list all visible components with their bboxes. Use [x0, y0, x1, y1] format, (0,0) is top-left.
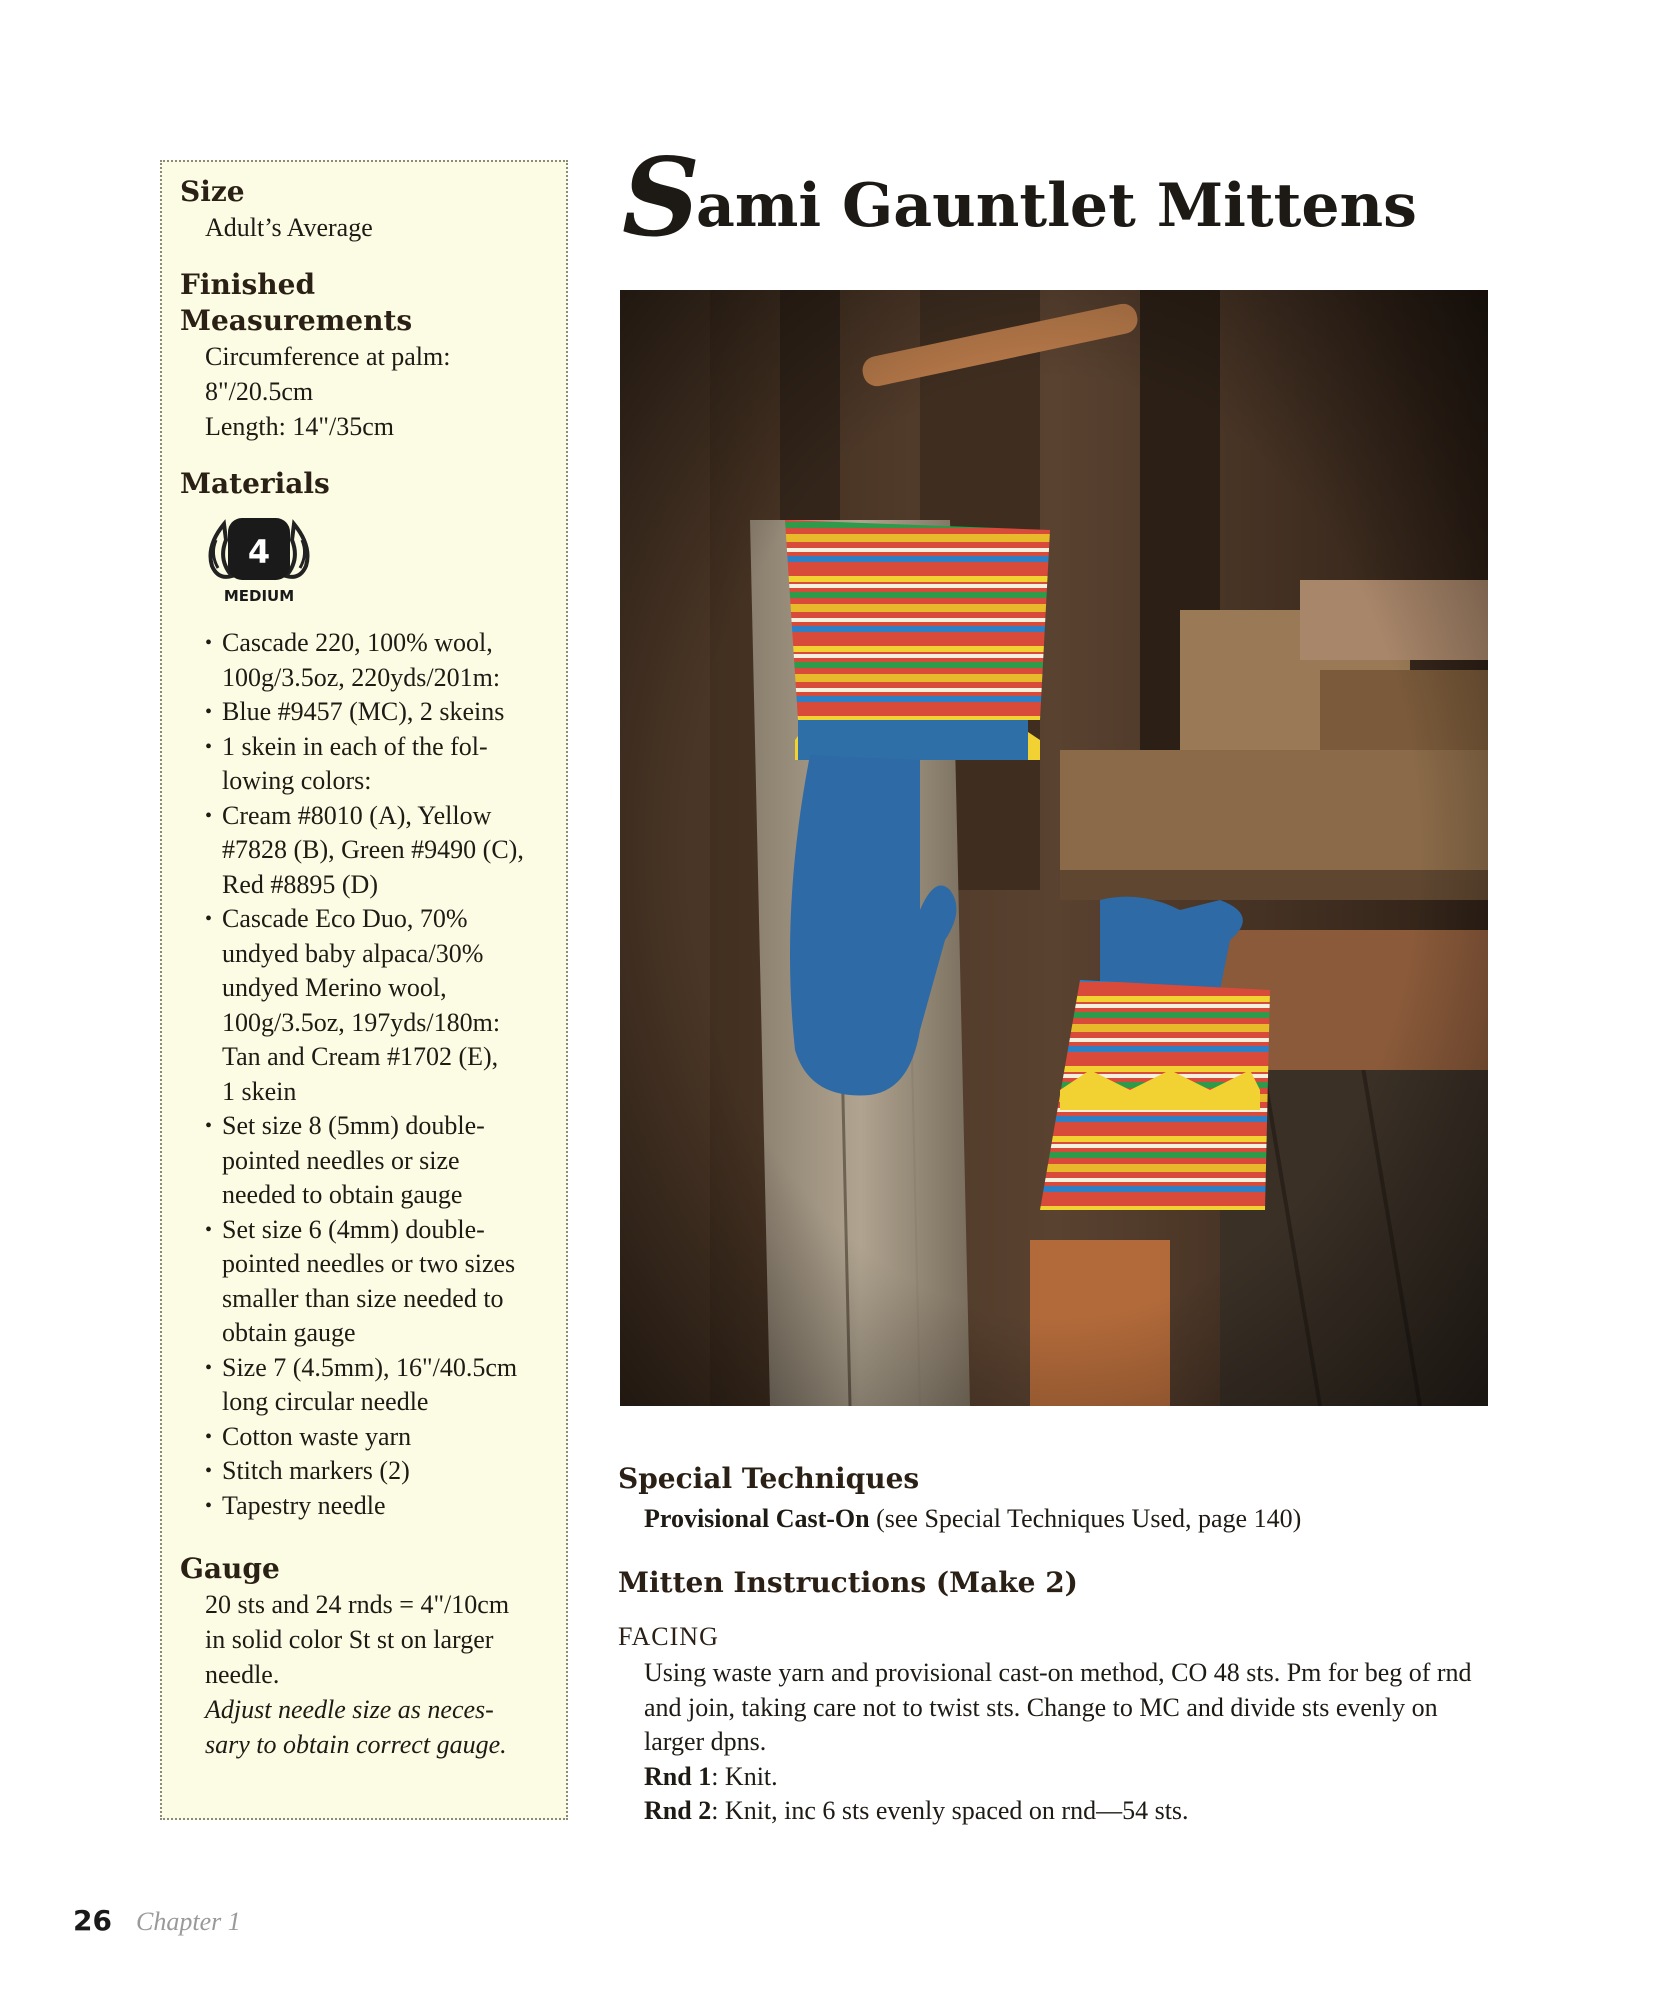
page-number: 26	[73, 1904, 112, 1937]
rnd2-text: : Knit, inc 6 sts evenly spaced on rnd—54 sts.	[711, 1796, 1189, 1825]
page-title	[622, 135, 1417, 261]
list-item: • Set size 8 (5mm) double- pointed needles or size needed to obtain gauge	[205, 1111, 485, 1209]
yarn-weight-icon	[204, 510, 314, 606]
special-techniques-text	[644, 1502, 1484, 1537]
rnd2-label: Rnd 2	[644, 1796, 712, 1825]
list-item: • Tapestry needle	[205, 1490, 386, 1520]
size-value: Adult’s Average	[205, 213, 373, 242]
rnd1-text: : Knit.	[711, 1762, 778, 1791]
finished-line: Length: 14"/35cm	[205, 412, 394, 441]
materials-section	[180, 466, 550, 1523]
finished-measurements-section	[180, 267, 550, 444]
gauge-section	[180, 1551, 550, 1762]
gauge-note: sary to obtain correct gauge.	[205, 1730, 507, 1759]
list-item: • Blue #9457 (MC), 2 skeins	[205, 697, 505, 726]
provisional-cast-on-label: Provisional Cast-On	[644, 1504, 870, 1533]
title-text: ami Gauntlet Mittens	[696, 171, 1417, 241]
list-item: • Size 7 (4.5mm), 16"/40.5cm long circular needle	[205, 1352, 518, 1416]
round-2	[644, 1794, 1484, 1829]
list-item: • Cotton waste yarn	[205, 1421, 412, 1451]
round-1	[644, 1760, 1484, 1795]
finished-line: 8"/20.5cm	[205, 377, 314, 406]
gauge-heading: Gauge	[180, 1552, 280, 1585]
size-section	[180, 174, 550, 245]
rnd1-label: Rnd 1	[644, 1762, 712, 1791]
list-item: • Cascade 220, 100% wool, 100g/3.5oz, 220yds/201m:	[205, 628, 501, 692]
list-item: • Set size 6 (4mm) double- pointed needles or two sizes smaller than size needed to obtain gauge	[205, 1214, 516, 1347]
gauge-note: Adjust needle size as neces-	[205, 1695, 494, 1724]
list-item: • Cascade Eco Duo, 70% undyed baby alpaca/30% undyed Merino wool, 100g/3.5oz, 197yds/180m: Tan and Cream #1702 (E), 1 skein	[205, 904, 501, 1106]
gauge-line: in solid color St st on larger	[205, 1625, 494, 1654]
list-item: • Stitch markers (2)	[205, 1456, 410, 1485]
gauge-line: needle.	[205, 1660, 280, 1689]
gauge-line: 20 sts and 24 rnds = 4"/10cm	[205, 1590, 510, 1619]
list-item: • 1 skein in each of the fol- lowing colors:	[205, 731, 488, 795]
pattern-info-sidebar	[160, 160, 568, 1820]
facing-paragraph: Using waste yarn and provisional cast-on method, CO 48 sts. Pm for beg of rnd and join, taking care not to twist sts. Change to MC and divide sts evenly on larger dpns.	[644, 1658, 1472, 1756]
yarn-weight-number: 4	[247, 533, 271, 571]
provisional-cast-on-ref: (see Special Techniques Used, page 140)	[869, 1504, 1302, 1533]
facing-subheading: FACING	[618, 1622, 719, 1651]
materials-list	[180, 626, 550, 1523]
title-drop-cap: S	[622, 135, 700, 261]
special-techniques-heading: Special Techniques	[618, 1462, 920, 1495]
list-item: • Cream #8010 (A), Yellow #7828 (B), Green #9490 (C), Red #8895 (D)	[205, 800, 524, 899]
chapter-label: Chapter 1	[136, 1907, 241, 1936]
mittens-photo	[620, 290, 1488, 1406]
finished-line: Circumference at palm:	[205, 342, 451, 371]
finished-measurements-heading: Finished Measurements	[180, 268, 413, 337]
mitten-instructions-heading: Mitten Instructions (Make 2)	[618, 1566, 1078, 1599]
size-heading: Size	[180, 175, 245, 208]
materials-heading: Materials	[180, 467, 330, 500]
yarn-weight-label: MEDIUM	[223, 587, 295, 605]
